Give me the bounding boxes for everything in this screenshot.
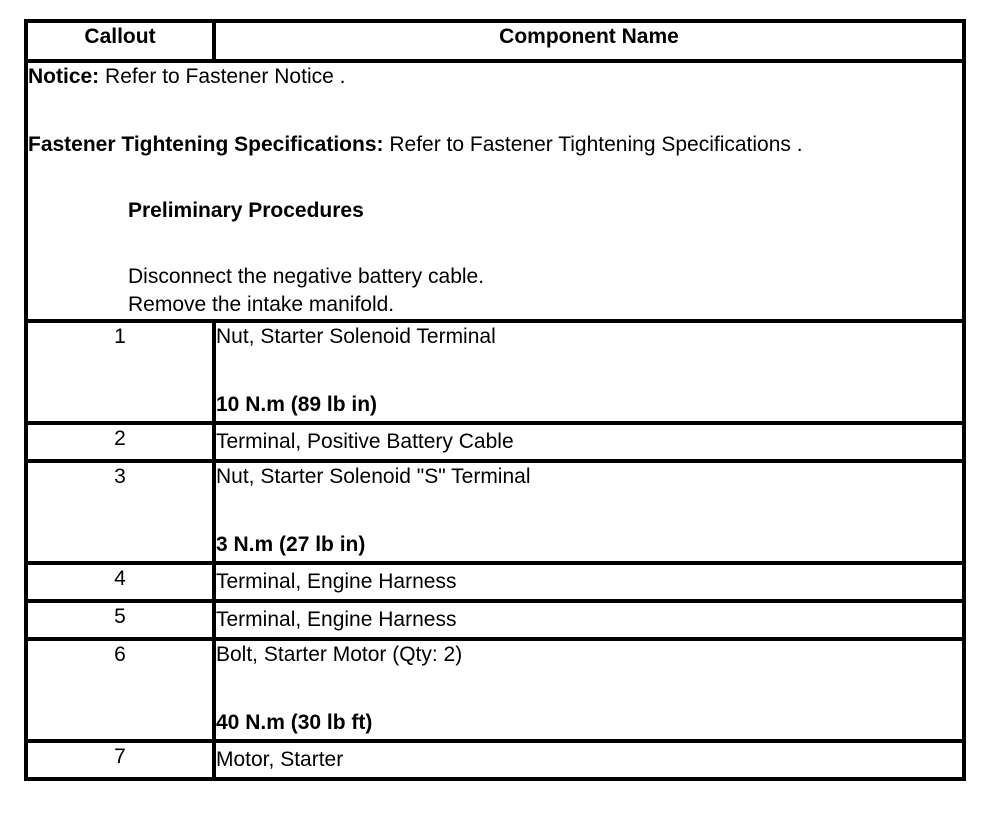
component-name: Terminal, Engine Harness xyxy=(216,608,457,631)
component-name: Motor, Starter xyxy=(216,748,344,771)
component-name: Terminal, Engine Harness xyxy=(216,570,457,593)
component-cell xyxy=(214,461,964,563)
table-row xyxy=(26,639,964,741)
component-cell xyxy=(214,601,964,639)
component-name: Terminal, Positive Battery Cable xyxy=(216,430,514,453)
step-disconnect-battery: Disconnect the negative battery cable. xyxy=(128,265,485,288)
table-row xyxy=(26,601,964,639)
notice-label: Notice: xyxy=(28,65,100,88)
component-name: Nut, Starter Solenoid Terminal xyxy=(216,325,496,348)
spec-line xyxy=(28,131,962,159)
callout-cell: 5 xyxy=(26,601,214,639)
component-name: Nut, Starter Solenoid "S" Terminal xyxy=(216,465,531,488)
spec-text: Refer to Fastener Tightening Specifications . xyxy=(383,133,803,156)
component-name: Bolt, Starter Motor (Qty: 2) xyxy=(216,643,463,666)
header-row xyxy=(26,21,964,61)
table-row xyxy=(26,461,964,563)
callout-column-header: Callout xyxy=(26,21,214,61)
component-cell xyxy=(214,321,964,423)
torque-spec: 10 N.m (89 lb in) xyxy=(216,393,378,416)
callout-cell: 4 xyxy=(26,563,214,601)
table-row xyxy=(26,563,964,601)
component-column-header: Component Name xyxy=(214,21,964,61)
notice-text: Refer to Fastener Notice . xyxy=(99,65,346,88)
callout-cell: 2 xyxy=(26,423,214,461)
callout-cell: 1 xyxy=(26,321,214,423)
callout-cell: 3 xyxy=(26,461,214,563)
component-cell xyxy=(214,741,964,779)
intro-row xyxy=(26,61,964,321)
step-remove-manifold: Remove the intake manifold. xyxy=(128,293,395,316)
preliminary-heading: Preliminary Procedures xyxy=(128,199,364,222)
torque-spec: 3 N.m (27 lb in) xyxy=(216,533,366,556)
spec-label: Fastener Tightening Specifications: xyxy=(28,133,384,156)
component-cell xyxy=(214,563,964,601)
callout-cell: 6 xyxy=(26,639,214,741)
component-cell xyxy=(214,423,964,461)
table-row xyxy=(26,741,964,779)
torque-spec: 40 N.m (30 lb ft) xyxy=(216,711,373,734)
table-row xyxy=(26,321,964,423)
table-row xyxy=(26,423,964,461)
callout-cell: 7 xyxy=(26,741,214,779)
component-table-container xyxy=(24,19,962,781)
component-table xyxy=(24,19,966,781)
intro-cell xyxy=(26,61,964,321)
component-cell xyxy=(214,639,964,741)
notice-line xyxy=(28,63,962,91)
